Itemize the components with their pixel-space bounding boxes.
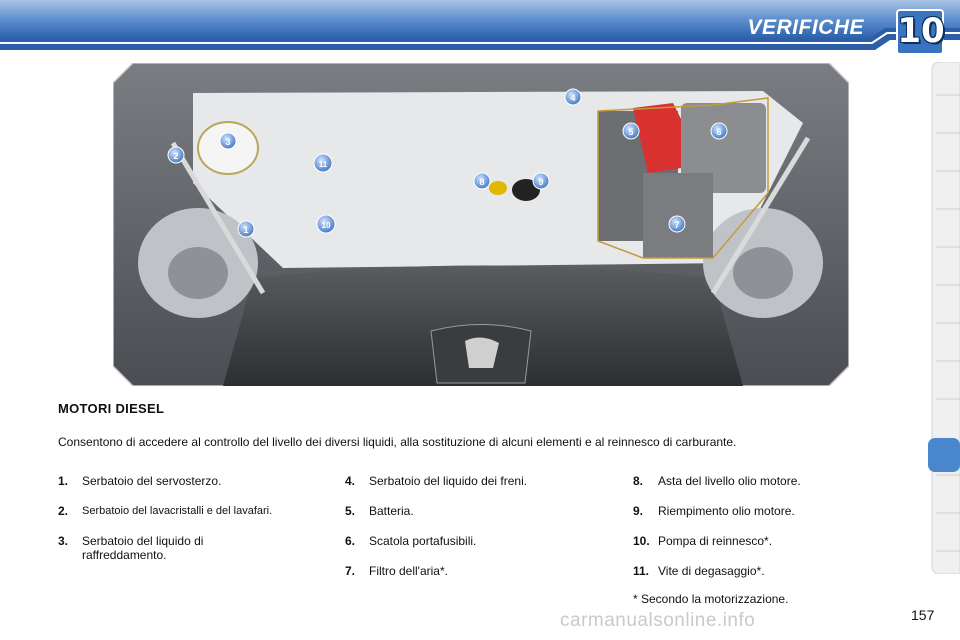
legend-item-number: 7.: [345, 564, 356, 578]
svg-text:9: 9: [538, 177, 544, 187]
legend-item-number: 2.: [58, 504, 69, 518]
svg-text:8: 8: [479, 177, 485, 187]
legend-item-number: 6.: [345, 534, 356, 548]
legend-item-text: Batteria.: [369, 504, 414, 518]
legend-item-number: 4.: [345, 474, 356, 488]
legend-item-2: [58, 504, 333, 518]
legend-item-text: Serbatoio del liquido dei freni.: [369, 474, 528, 488]
legend-item-text: Serbatoio del servosterzo.: [82, 474, 222, 488]
legend-column-2: [345, 474, 615, 594]
legend-item-1: [58, 474, 333, 488]
intro-paragraph: Consentono di accedere al controllo del livello dei diversi liquidi, alla sostituzione di alcuni elementi e al reinnesco di carburante.: [58, 435, 737, 449]
legend-item-number: 11.: [633, 564, 650, 578]
legend-item-number: 9.: [633, 504, 644, 518]
legend-item-5: [345, 504, 615, 518]
legend-item-11: [633, 564, 903, 578]
engine-bay-illustration: [113, 63, 849, 386]
svg-text:11: 11: [318, 160, 328, 169]
legend-item-text: Vite di degasaggio*.: [658, 564, 765, 578]
chapter-tab-strip: [928, 62, 960, 574]
svg-text:7: 7: [674, 220, 680, 230]
legend-item-text: Filtro dell'aria*.: [369, 564, 448, 578]
svg-text:5: 5: [628, 127, 634, 137]
svg-text:6: 6: [716, 127, 722, 137]
legend-item-9: [633, 504, 903, 518]
svg-text:10: 10: [321, 221, 331, 230]
svg-text:3: 3: [225, 137, 231, 147]
legend-item-10: [633, 534, 903, 548]
chapter-number-badge: 10: [897, 11, 945, 51]
legend-item-number: 1.: [58, 474, 69, 488]
legend-item-4: [345, 474, 615, 488]
page-number: 157: [911, 607, 935, 623]
footnote: * Secondo la motorizzazione.: [633, 592, 789, 606]
legend-item-text: Pompa di reinnesco*.: [658, 534, 773, 548]
legend-item-text: Serbatoio del lavacristalli e del lavafari.: [82, 505, 273, 517]
legend-item-text: Asta del livello olio motore.: [658, 474, 801, 488]
legend-item-8: [633, 474, 903, 488]
watermark: carmanualsonline.info: [560, 610, 756, 631]
page-title: VERIFICHE: [747, 16, 864, 39]
engine-bay-drawing: [113, 63, 849, 386]
legend-column-3: [633, 474, 903, 594]
legend-column-1: [58, 474, 333, 578]
legend-item-text: Riempimento olio motore.: [658, 504, 795, 518]
legend-item-number: 8.: [633, 474, 644, 488]
svg-text:4: 4: [570, 93, 576, 103]
legend-item-number: 10.: [633, 534, 650, 548]
svg-text:2: 2: [173, 151, 179, 161]
header-bar: [0, 0, 960, 52]
legend-item-6: [345, 534, 615, 548]
legend-item-7: [345, 564, 615, 578]
tab-strip-graphic: [928, 62, 960, 574]
legend-item-number: 3.: [58, 534, 69, 548]
legend-item-number: 5.: [345, 504, 356, 518]
legend-item-3: [58, 534, 258, 562]
svg-text:1: 1: [243, 225, 249, 235]
legend-item-text: Scatola portafusibili.: [369, 534, 477, 548]
legend-item-text: Serbatoio del liquido di raffreddamento.: [82, 534, 204, 562]
section-title: MOTORI DIESEL: [58, 401, 165, 416]
